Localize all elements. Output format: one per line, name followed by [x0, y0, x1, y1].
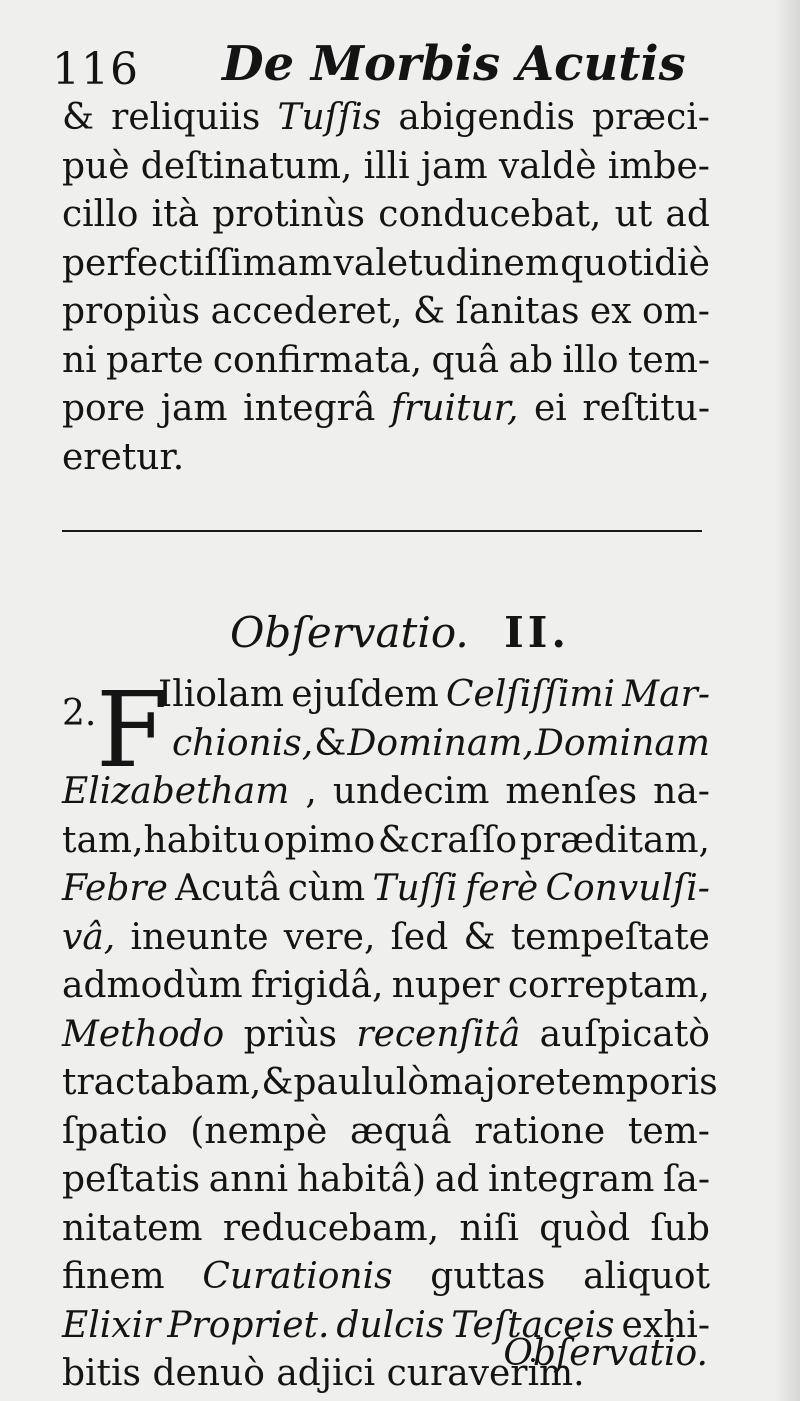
page-header — [52, 36, 760, 96]
word: exhi- — [621, 1304, 710, 1346]
text-line — [62, 865, 710, 914]
word: nuper — [391, 965, 500, 1006]
word: paululò — [293, 1062, 429, 1103]
word: pore — [62, 388, 146, 429]
catchword: Obſervatio. — [503, 1333, 708, 1374]
word: bitis — [62, 1353, 142, 1394]
word: ad — [665, 194, 710, 235]
italic-word: Propriet. — [167, 1304, 330, 1346]
italic-word: Curationis — [202, 1256, 393, 1297]
drop-cap: F — [96, 669, 169, 791]
text-line — [62, 1108, 710, 1157]
italic-word: recenſitâ — [356, 1013, 521, 1055]
word: curaverim. — [386, 1353, 585, 1394]
italic-word: Mar- — [622, 674, 710, 715]
word: tam,habitu — [62, 819, 261, 861]
word: ineunte — [130, 916, 269, 958]
italic-word: vâ, — [62, 916, 116, 958]
text-line — [62, 337, 710, 386]
word: finem — [62, 1256, 165, 1297]
word: nitatem — [62, 1207, 203, 1249]
word: menſes — [505, 771, 638, 812]
word: tem- — [627, 339, 710, 381]
word: correptam, — [507, 965, 710, 1006]
word: ei — [533, 388, 567, 429]
text-line — [62, 1205, 710, 1254]
text-line — [62, 1059, 718, 1108]
word: & — [463, 916, 496, 958]
paragraph-2 — [62, 671, 718, 1399]
text-line — [62, 1011, 710, 1060]
text-line — [62, 385, 710, 434]
word: puè — [62, 145, 130, 187]
word: guttas — [430, 1256, 546, 1297]
italic-word: Convulſi- — [545, 868, 710, 909]
observation-title: Obſervatio. — [229, 608, 469, 657]
word: undecim — [332, 771, 490, 812]
text-line — [62, 94, 710, 143]
paragraph-number: 2. — [62, 693, 97, 734]
word: temporis — [555, 1062, 718, 1103]
italic-word: Dominam, — [347, 722, 534, 764]
word: opimo — [263, 819, 376, 861]
italic-word: Tuſſis — [277, 97, 382, 138]
word: priùs — [243, 1013, 338, 1055]
word: reſtitu- — [582, 388, 710, 429]
text-line — [62, 768, 710, 817]
word: ab — [508, 339, 554, 381]
word: habitâ) — [296, 1159, 427, 1200]
text-line — [62, 1156, 710, 1205]
word: quâ — [431, 339, 500, 381]
word: ratione — [474, 1110, 606, 1152]
word: valetudinem — [333, 242, 559, 284]
italic-word: ferè — [465, 868, 539, 909]
word: frigidâ, — [250, 965, 384, 1006]
word: na- — [653, 771, 710, 812]
text-line — [62, 143, 710, 192]
italic-word: Elixir — [62, 1304, 161, 1346]
text-line — [62, 817, 710, 866]
word: ut — [614, 194, 653, 235]
word: (nempè — [190, 1110, 328, 1152]
word: & — [413, 291, 446, 332]
word: denuò — [152, 1353, 265, 1394]
word: reliquiis — [111, 97, 261, 138]
word: integrâ — [243, 388, 376, 429]
word: & — [314, 722, 347, 764]
italic-word: Dominam — [535, 722, 710, 764]
word: majore — [428, 1062, 556, 1103]
word: accederet, — [210, 291, 403, 332]
word: & — [62, 97, 95, 138]
italic-word: Tuſſi — [372, 868, 458, 909]
italic-word: Teſtaceis — [451, 1304, 615, 1346]
section-divider — [62, 530, 702, 532]
word: ſub — [650, 1207, 710, 1249]
italic-word: Methodo — [62, 1013, 225, 1055]
paragraph-1 — [62, 94, 710, 482]
word: abigendis — [398, 97, 575, 138]
word: anni — [208, 1159, 289, 1200]
word: parte — [106, 339, 204, 381]
word: confirmata, — [212, 339, 423, 381]
word: conducebat, — [378, 194, 602, 235]
word: om- — [642, 291, 710, 332]
word: imbe- — [607, 145, 710, 187]
word: illo — [562, 339, 619, 381]
word: jam — [420, 145, 488, 187]
word: quòd — [539, 1207, 631, 1249]
word: cùm — [287, 868, 366, 909]
text-line — [62, 914, 710, 963]
word: integram — [488, 1159, 655, 1200]
word: reducebam, — [222, 1207, 440, 1249]
text-line — [62, 288, 710, 337]
observation-heading — [0, 608, 800, 657]
word: vere, — [283, 916, 376, 958]
italic-word: Elizabetham — [62, 771, 290, 812]
word: valdè — [498, 145, 597, 187]
text-line — [62, 434, 710, 483]
text-line — [62, 240, 710, 289]
word: æquâ — [350, 1110, 452, 1152]
text-line — [62, 191, 710, 240]
word: ſanitas — [455, 291, 580, 332]
word: illi — [363, 145, 410, 187]
word: deſtinatum, — [140, 145, 353, 187]
word: &craſſo — [377, 819, 518, 861]
word: eretur. — [62, 436, 185, 478]
running-head: De Morbis Acutis — [222, 36, 686, 92]
word: quotidiè — [560, 242, 710, 284]
word: ex — [589, 291, 632, 332]
page-number: 116 — [52, 44, 139, 95]
word: ſa- — [663, 1159, 710, 1200]
word: perfectiſſimam — [62, 242, 333, 284]
word: aliquot — [583, 1256, 710, 1297]
word: adjici — [276, 1353, 376, 1394]
word: Iliolam — [158, 674, 285, 715]
word: admodùm — [62, 965, 243, 1006]
word: niſi — [459, 1207, 519, 1249]
word: ità — [151, 194, 200, 235]
italic-word: dulcis — [336, 1304, 445, 1346]
italic-word: chionis, — [172, 722, 314, 764]
word: cillo — [62, 194, 139, 235]
page-edge-shadow — [774, 0, 800, 1401]
text-line — [62, 720, 710, 769]
text-line — [62, 671, 710, 720]
word: , — [305, 771, 317, 812]
word: ſpatio — [62, 1110, 168, 1152]
word: jam — [160, 388, 228, 429]
word: tractabam,& — [62, 1062, 294, 1103]
text-line — [62, 1253, 710, 1302]
word: ni — [62, 339, 97, 381]
word: ſed — [390, 916, 449, 958]
word: tempeſtate — [510, 916, 710, 958]
text-line — [62, 962, 710, 1011]
word: præditam, — [519, 819, 710, 861]
observation-number: II. — [504, 608, 571, 657]
word: tem- — [627, 1110, 710, 1152]
italic-word: fruitur, — [390, 388, 519, 429]
word: auſpicatò — [539, 1013, 710, 1055]
word: peſtatis — [62, 1159, 201, 1200]
italic-word: Febre — [62, 868, 168, 909]
word: protinùs — [212, 194, 366, 235]
word: ad — [434, 1159, 480, 1200]
italic-word: Celſiſſimi — [446, 674, 616, 715]
word: ejuſdem — [291, 674, 439, 715]
word: præci- — [592, 97, 710, 138]
word: Acutâ — [175, 868, 281, 909]
word: propiùs — [62, 291, 201, 332]
